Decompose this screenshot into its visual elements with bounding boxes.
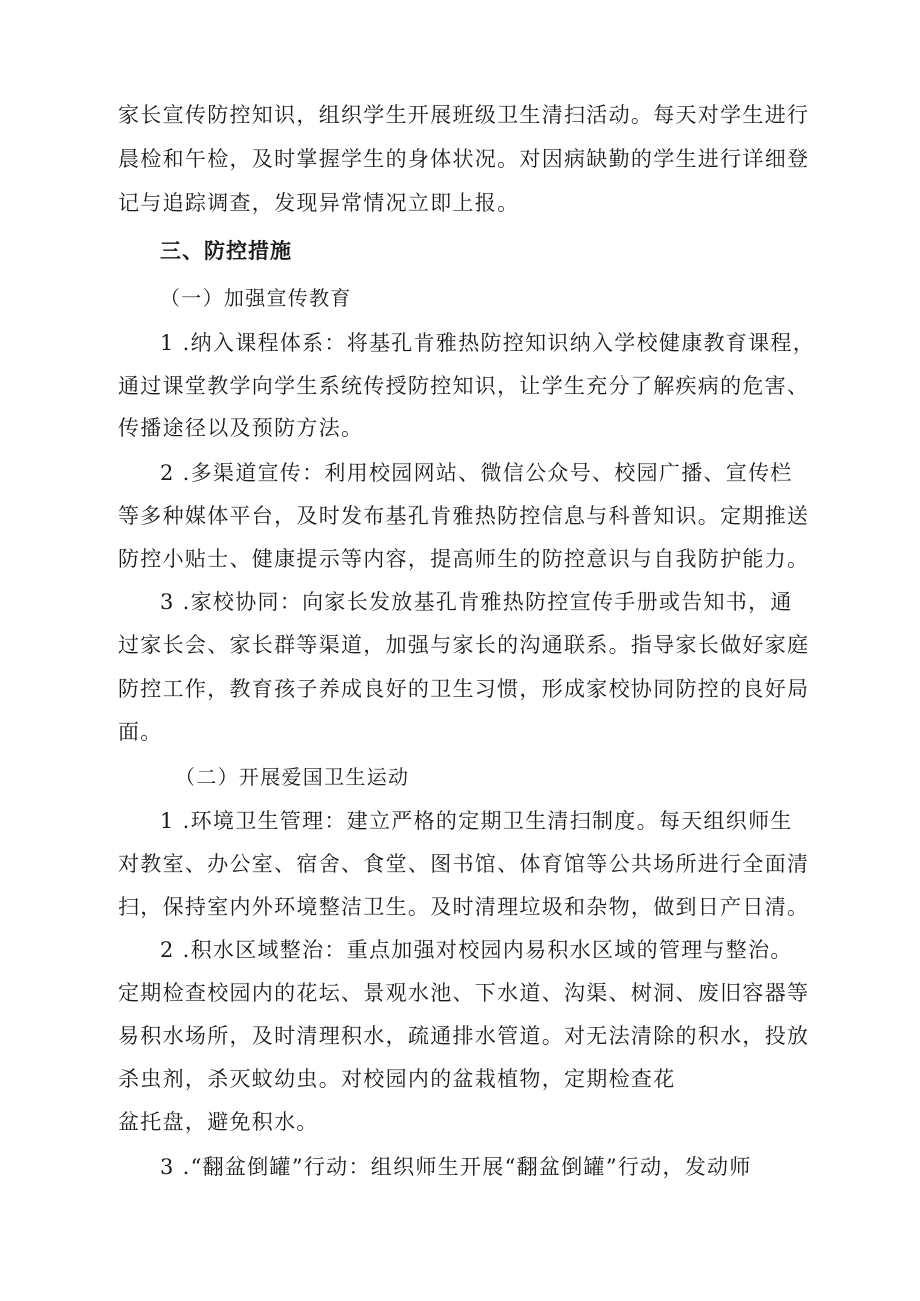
body-text-line: 家长宣传防控知识，组织学生开展班级卫生清扫活动。每天对学生进行: [118, 103, 810, 127]
section-heading: 三、防控措施: [160, 239, 292, 263]
body-text-line: 盆托盘，避免积水。: [118, 1110, 319, 1134]
subsection-heading: （一）加强宣传教育: [160, 286, 352, 310]
body-text-line: 等多种媒体平台，及时发布基孔肯雅热防控信息与科普知识。定期推送: [118, 504, 810, 528]
body-text-line: 杀虫剂，杀灭蚊幼虫。对校园内的盆栽植物，定期检查花: [118, 1067, 676, 1091]
subsection-heading: （二）开展爱国卫生运动: [175, 765, 410, 789]
body-text-line: 记与追踪调查，发现异常情况立即上报。: [118, 191, 520, 215]
body-text-line: 防控工作，教育孩子养成良好的卫生习惯，形成家校协同防控的良好局: [118, 677, 810, 701]
body-text-line: 防控小贴士、健康提示等内容，提高师生的防控意识与自我防护能力。: [118, 547, 810, 571]
body-text-line: 2 .积水区域整治：重点加强对校园内易积水区域的管理与整治。: [160, 938, 793, 962]
body-text-line: 2 .多渠道宣传：利用校园网站、微信公众号、校园广播、宣传栏: [160, 461, 793, 485]
body-text-line: 通过课堂教学向学生系统传授防控知识，让学生充分了解疾病的危害、: [118, 374, 810, 398]
body-text-line: 扫，保持室内外环境整洁卫生。及时清理垃圾和杂物，做到日产日清。: [118, 895, 810, 919]
body-text-line: 1 .环境卫生管理：建立严格的定期卫生清扫制度。每天组织师生: [160, 809, 793, 833]
body-text-line: 面。: [118, 720, 163, 744]
body-text-line: 晨检和午检，及时掌握学生的身体状况。对因病缺勤的学生进行详细登: [118, 147, 810, 171]
body-text-line: 传播途径以及预防方法。: [118, 416, 364, 440]
body-text-line: 3 .家校协同：向家长发放基孔肯雅热防控宣传手册或告知书，通: [160, 590, 793, 614]
body-text-line: 易积水场所，及时清理积水，疏通排水管道。对无法清除的积水，投放: [118, 1024, 810, 1048]
body-text-line: 3 .“翻盆倒罐”行动：组织师生开展“翻盆倒罐”行动，发动师: [160, 1155, 752, 1179]
body-text-line: 定期检查校园内的花坛、景观水池、下水道、沟渠、树洞、废旧容器等: [118, 981, 810, 1005]
body-text-line: 对教室、办公室、宿舍、食堂、图书馆、体育馆等公共场所进行全面清: [118, 852, 810, 876]
body-text-line: 1 .纳入课程体系：将基孔肯雅热防控知识纳入学校健康教育课程，: [160, 331, 816, 355]
body-text-line: 过家长会、家长群等渠道，加强与家长的沟通联系。指导家长做好家庭: [118, 633, 810, 657]
